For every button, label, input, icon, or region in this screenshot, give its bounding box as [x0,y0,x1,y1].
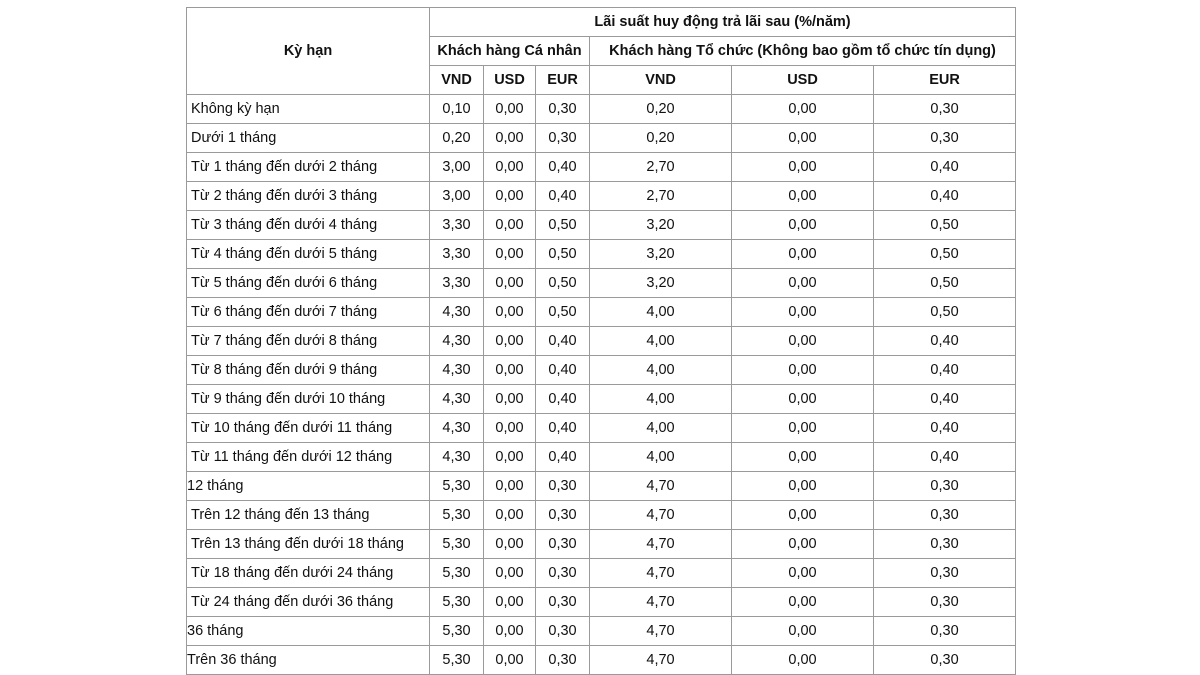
rate-cell: 4,30 [430,327,484,356]
rate-cell: 0,00 [484,443,536,472]
term-cell: Trên 13 tháng đến dưới 18 tháng [187,530,430,559]
currency-header-organization-vnd: VND [590,66,732,95]
rate-cell: 0,30 [536,646,590,675]
rate-cell: 0,40 [874,385,1016,414]
rate-cell: 0,00 [484,472,536,501]
rate-cell: 0,40 [536,414,590,443]
rate-cell: 0,00 [732,385,874,414]
table-row [187,617,1016,646]
rate-cell: 0,00 [732,327,874,356]
rate-cell: 0,30 [536,124,590,153]
rate-cell: 0,30 [536,95,590,124]
rate-cell: 5,30 [430,530,484,559]
rate-cell: 0,00 [732,269,874,298]
rate-cell: 0,40 [874,443,1016,472]
rate-cell: 5,30 [430,559,484,588]
rate-cell: 0,30 [536,617,590,646]
rate-cell: 3,30 [430,269,484,298]
rate-cell: 2,70 [590,153,732,182]
rate-cell: 3,00 [430,182,484,211]
term-cell: Từ 7 tháng đến dưới 8 tháng [187,327,430,356]
rate-cell: 0,00 [732,298,874,327]
rate-cell: 0,00 [484,269,536,298]
rate-cell: 0,00 [484,501,536,530]
table-row [187,443,1016,472]
rate-cell: 0,00 [732,240,874,269]
term-cell: Từ 4 tháng đến dưới 5 tháng [187,240,430,269]
term-cell: Từ 2 tháng đến dưới 3 tháng [187,182,430,211]
term-cell: Từ 10 tháng đến dưới 11 tháng [187,414,430,443]
table-row [187,356,1016,385]
rate-cell: 0,00 [484,298,536,327]
term-cell: 12 tháng [187,472,430,501]
term-column-header: Kỳ hạn [187,8,430,95]
interest-rate-main-header: Lãi suất huy động trả lãi sau (%/năm) [430,8,1016,37]
rate-cell: 0,00 [484,559,536,588]
table-row [187,124,1016,153]
currency-header-individual-eur: EUR [536,66,590,95]
term-cell: Từ 18 tháng đến dưới 24 tháng [187,559,430,588]
table-row [187,327,1016,356]
rate-cell: 0,30 [874,124,1016,153]
rate-cell: 0,30 [874,530,1016,559]
rate-cell: 0,30 [874,472,1016,501]
rate-cell: 4,30 [430,443,484,472]
rate-cell: 4,70 [590,559,732,588]
rate-cell: 0,00 [484,327,536,356]
rate-cell: 0,50 [536,269,590,298]
rate-cell: 4,70 [590,646,732,675]
rate-cell: 0,40 [536,327,590,356]
rate-cell: 0,00 [732,182,874,211]
interest-rate-table [186,7,1016,675]
rate-cell: 0,00 [732,559,874,588]
rate-cell: 3,30 [430,240,484,269]
term-cell: Từ 24 tháng đến dưới 36 tháng [187,588,430,617]
rate-cell: 4,00 [590,327,732,356]
rate-cell: 3,20 [590,211,732,240]
rate-cell: 4,30 [430,298,484,327]
rate-cell: 3,20 [590,269,732,298]
term-cell: Từ 1 tháng đến dưới 2 tháng [187,153,430,182]
rate-cell: 5,30 [430,472,484,501]
rate-cell: 0,00 [732,472,874,501]
rate-cell: 4,30 [430,414,484,443]
rate-cell: 0,00 [732,356,874,385]
rate-cell: 3,30 [430,211,484,240]
rate-cell: 0,00 [732,153,874,182]
rate-cell: 0,00 [732,501,874,530]
table-row [187,211,1016,240]
table-row [187,559,1016,588]
rate-cell: 0,00 [732,124,874,153]
rate-cell: 0,50 [874,269,1016,298]
rate-cell: 5,30 [430,588,484,617]
rate-cell: 0,40 [874,153,1016,182]
table-row [187,95,1016,124]
rate-cell: 0,30 [874,559,1016,588]
rate-cell: 0,30 [874,501,1016,530]
rate-cell: 0,30 [536,559,590,588]
rate-cell: 0,00 [484,646,536,675]
rate-cell: 0,00 [484,530,536,559]
table-row [187,588,1016,617]
term-cell: Không kỳ hạn [187,95,430,124]
rate-cell: 0,00 [484,182,536,211]
rate-cell: 0,40 [874,356,1016,385]
rate-cell: 0,30 [874,95,1016,124]
rate-cell: 4,70 [590,588,732,617]
rate-cell: 0,40 [874,327,1016,356]
rate-cell: 0,30 [536,472,590,501]
rate-cell: 0,00 [732,443,874,472]
table-row [187,298,1016,327]
rate-cell: 0,00 [732,530,874,559]
rate-cell: 0,00 [484,211,536,240]
rate-cell: 0,50 [874,211,1016,240]
term-cell: Từ 5 tháng đến dưới 6 tháng [187,269,430,298]
rate-cell: 0,00 [732,211,874,240]
rate-cell: 4,00 [590,385,732,414]
rate-cell: 0,30 [874,617,1016,646]
rate-cell: 0,00 [484,124,536,153]
rate-cell: 0,30 [536,501,590,530]
table-row [187,472,1016,501]
rate-cell: 0,00 [484,385,536,414]
term-cell: Từ 9 tháng đến dưới 10 tháng [187,385,430,414]
term-cell: Từ 3 tháng đến dưới 4 tháng [187,211,430,240]
rate-cell: 4,70 [590,530,732,559]
rate-cell: 0,50 [874,240,1016,269]
table-header [187,8,1016,95]
term-cell: 36 tháng [187,617,430,646]
rate-cell: 4,00 [590,414,732,443]
rate-cell: 5,30 [430,501,484,530]
term-cell: Từ 8 tháng đến dưới 9 tháng [187,356,430,385]
table-body [187,95,1016,675]
rate-cell: 0,40 [536,153,590,182]
term-cell: Từ 11 tháng đến dưới 12 tháng [187,443,430,472]
table-row [187,240,1016,269]
rate-cell: 0,30 [874,588,1016,617]
rate-cell: 4,00 [590,356,732,385]
rate-cell: 0,00 [732,617,874,646]
table-row [187,414,1016,443]
currency-header-individual-vnd: VND [430,66,484,95]
rate-cell: 0,00 [484,356,536,385]
rate-cell: 4,30 [430,385,484,414]
rate-cell: 4,70 [590,617,732,646]
table-row [187,182,1016,211]
rate-cell: 0,50 [536,240,590,269]
rate-cell: 0,40 [536,182,590,211]
term-cell: Trên 12 tháng đến 13 tháng [187,501,430,530]
rate-cell: 0,00 [732,588,874,617]
rate-cell: 0,40 [874,182,1016,211]
table-row [187,269,1016,298]
rate-cell: 0,20 [590,124,732,153]
currency-header-organization-eur: EUR [874,66,1016,95]
individual-customer-header: Khách hàng Cá nhân [430,37,590,66]
rate-cell: 0,20 [590,95,732,124]
rate-cell: 2,70 [590,182,732,211]
rate-cell: 4,70 [590,472,732,501]
rate-cell: 0,40 [874,414,1016,443]
currency-header-individual-usd: USD [484,66,536,95]
rate-cell: 4,70 [590,501,732,530]
rate-cell: 0,10 [430,95,484,124]
rate-cell: 0,40 [536,385,590,414]
rate-cell: 0,00 [732,95,874,124]
rate-cell: 0,20 [430,124,484,153]
rate-cell: 4,00 [590,298,732,327]
term-cell: Trên 36 tháng [187,646,430,675]
rate-cell: 0,00 [484,588,536,617]
rate-cell: 0,00 [484,414,536,443]
rate-cell: 5,30 [430,646,484,675]
rate-cell: 3,00 [430,153,484,182]
currency-header-organization-usd: USD [732,66,874,95]
rate-cell: 0,30 [536,530,590,559]
rate-cell: 0,00 [484,617,536,646]
rate-cell: 0,00 [732,414,874,443]
organization-customer-header: Khách hàng Tổ chức (Không bao gồm tổ chức tín dụng) [590,37,1016,66]
rate-cell: 0,30 [874,646,1016,675]
term-cell: Từ 6 tháng đến dưới 7 tháng [187,298,430,327]
rate-cell: 0,00 [484,240,536,269]
rate-cell: 0,00 [484,95,536,124]
rate-cell: 0,00 [484,153,536,182]
rate-cell: 0,50 [536,211,590,240]
table-row [187,530,1016,559]
term-cell: Dưới 1 tháng [187,124,430,153]
rate-cell: 4,30 [430,356,484,385]
rate-cell: 0,00 [732,646,874,675]
rate-cell: 0,50 [536,298,590,327]
footnote-cutoff [186,669,1015,675]
rate-cell: 0,40 [536,443,590,472]
rate-cell: 3,20 [590,240,732,269]
rate-cell: 4,00 [590,443,732,472]
rate-cell: 0,40 [536,356,590,385]
table-row [187,501,1016,530]
rate-cell: 0,30 [536,588,590,617]
table-row [187,153,1016,182]
rate-cell: 5,30 [430,617,484,646]
table-row [187,385,1016,414]
rate-cell: 0,50 [874,298,1016,327]
